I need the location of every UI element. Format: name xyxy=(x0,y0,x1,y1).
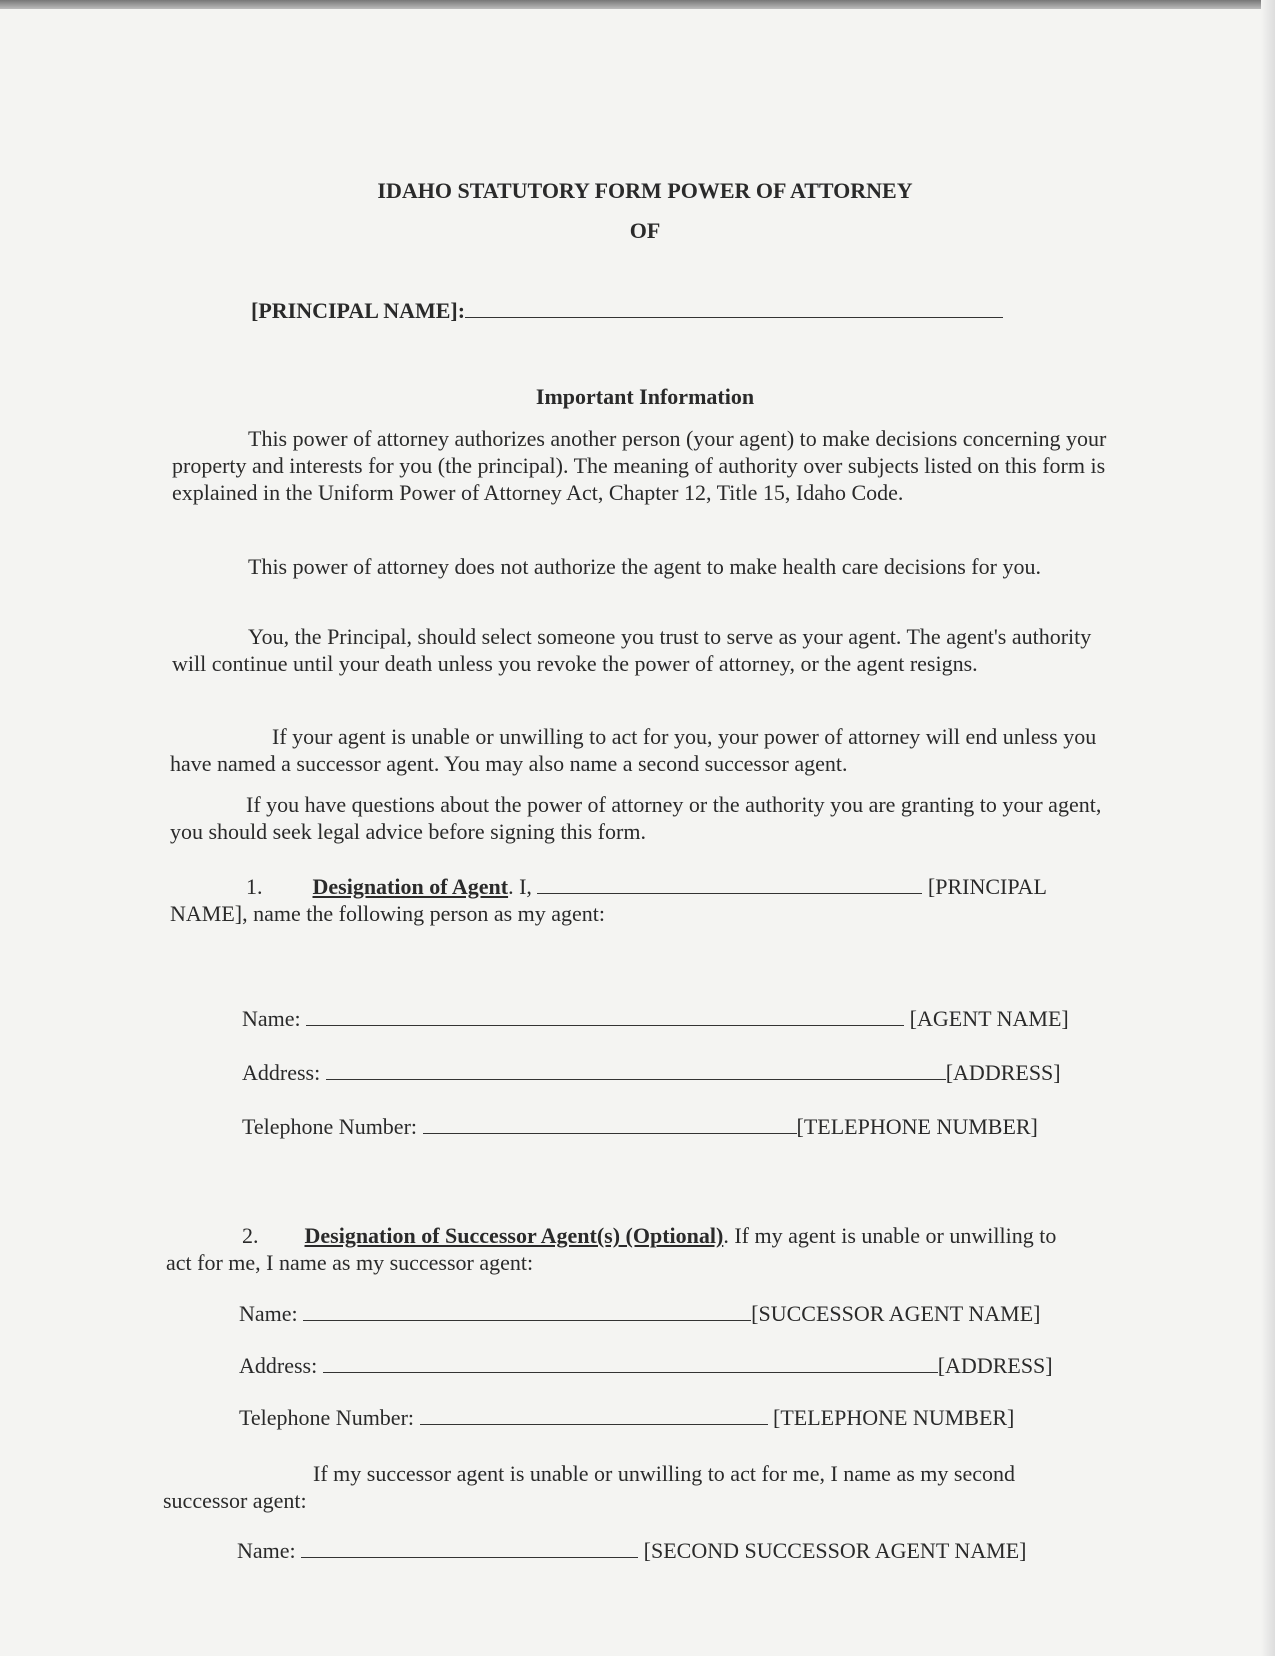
agent-name-line[interactable] xyxy=(306,1007,904,1026)
successor-address-field[interactable]: Address: [ADDRESS] xyxy=(239,1353,1053,1378)
agent-phone-field[interactable]: Telephone Number: [TELEPHONE NUMBER] xyxy=(242,1114,1038,1139)
successor-phone-field[interactable]: Telephone Number: [TELEPHONE NUMBER] xyxy=(239,1405,1015,1430)
scan-edge-right xyxy=(1261,0,1275,1656)
document-of: OF xyxy=(629,218,661,243)
section-1: 1. Designation of Agent. I, [PRINCIPAL NAME], name the following person as my agent: xyxy=(170,874,1047,926)
paragraph-3: You, the Principal, should select someone you trust to serve as your agent. The agent's authority will continue until your death unless you revoke the power of attorney, or the agent resigns. xyxy=(172,624,1092,676)
section-2: 2. Designation of Successor Agent(s) (Optional). If my agent is unable or unwilling to act for me, I name as my successor agent: xyxy=(166,1223,1057,1275)
section-2-heading: Designation of Successor Agent(s) (Optional) xyxy=(304,1223,724,1248)
paragraph-2: This power of attorney does not authorize the agent to make health care decisions for you. xyxy=(248,554,1041,579)
principal-name-line[interactable] xyxy=(465,299,1003,318)
important-heading: Important Information xyxy=(535,384,755,409)
agent-name-field[interactable]: Name: [AGENT NAME] xyxy=(242,1006,1069,1031)
successor-phone-line[interactable] xyxy=(420,1406,768,1425)
agent-phone-line[interactable] xyxy=(423,1115,797,1134)
second-successor-name-line[interactable] xyxy=(301,1539,638,1558)
successor-name-field[interactable]: Name: [SUCCESSOR AGENT NAME] xyxy=(239,1301,1041,1326)
agent-address-field[interactable]: Address: [ADDRESS] xyxy=(242,1060,1061,1085)
successor-name-line[interactable] xyxy=(303,1302,751,1321)
second-successor-paragraph: If my successor agent is unable or unwilling to act for me, I name as my second successor agent: xyxy=(163,1461,1015,1513)
paragraph-1: This power of attorney authorizes another person (your agent) to make decisions concerning your property and interests for you (the principal). The meaning of authority over subjects listed on this form is explained in the Uniform Power of Attorney Act, Chapter 12, Title 15, Idaho Code. xyxy=(172,426,1107,505)
section-1-heading: Designation of Agent xyxy=(312,874,509,899)
document-title: IDAHO STATUTORY FORM POWER OF ATTORNEY xyxy=(377,178,913,203)
successor-address-line[interactable] xyxy=(323,1354,938,1373)
scan-edge xyxy=(0,0,1275,9)
paragraph-5: If you have questions about the power of attorney or the authority you are granting to your agent, you should seek legal advice before signing this form. xyxy=(170,792,1102,844)
principal-name-field[interactable] xyxy=(251,298,1003,324)
principal-name-inline-line[interactable] xyxy=(537,875,922,894)
principal-name-label: [PRINCIPAL NAME]: xyxy=(251,298,466,323)
paragraph-4: If your agent is unable or unwilling to act for you, your power of attorney will end unless you have named a successor agent. You may also name a second successor agent. xyxy=(170,724,1097,776)
agent-address-line[interactable] xyxy=(326,1061,946,1080)
second-successor-name-field[interactable]: Name: [SECOND SUCCESSOR AGENT NAME] xyxy=(237,1538,1027,1563)
